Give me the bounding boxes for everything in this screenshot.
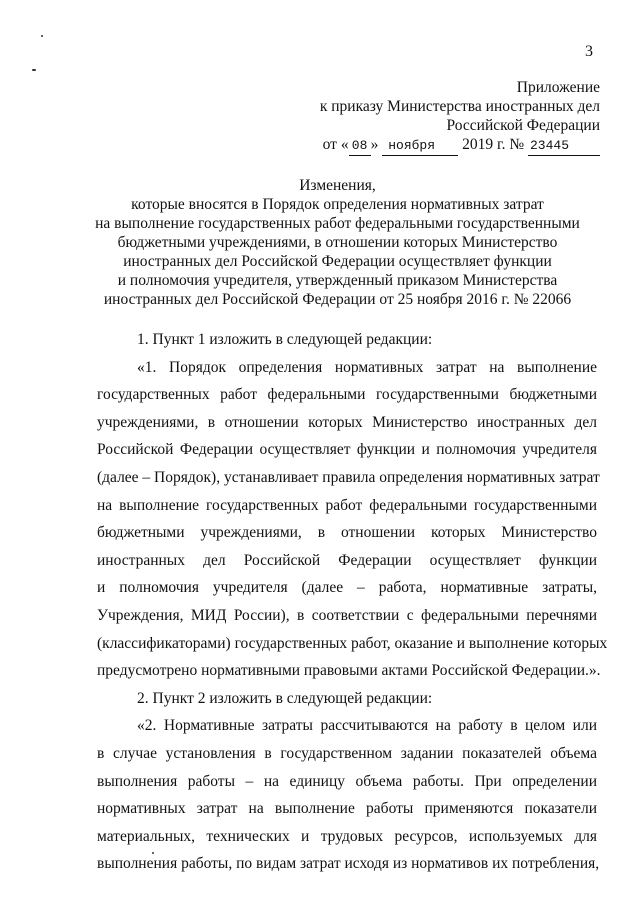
paragraph-heading: 2. Пункт 2 изложить в следующей редакции: bbox=[137, 689, 433, 707]
body-line: выполнения работы – на единицу объема работы. При определении bbox=[97, 772, 597, 790]
appendix-line: Российской Федерации bbox=[446, 117, 600, 134]
appendix-line: Приложение bbox=[516, 79, 600, 96]
body-line: и полномочия учредителя (далее – работа, нормативные затраты, bbox=[97, 579, 597, 597]
body-line: Учреждения, МИД России), в соответствии с федеральными перечнями bbox=[97, 606, 597, 624]
body-line: (классификаторами) государственных работ, оказание и выполнение которых bbox=[97, 634, 608, 652]
appendix-line: к приказу Министерства иностранных дел bbox=[319, 98, 600, 115]
title-line: и полномочия учредителя, утвержденный приказом Министерства bbox=[117, 272, 558, 289]
title-line: иностранных дел Российской Федерации осуществляет функции bbox=[123, 253, 552, 270]
body-line: предусмотрено нормативными правовыми актами Российской Федерации.». bbox=[97, 662, 601, 680]
order-day: 08 bbox=[349, 136, 371, 156]
title-line: которые вносятся в Порядок определения нормативных затрат bbox=[131, 196, 544, 213]
body-line: Российской Федерации осуществляет функции и полномочия учредителя bbox=[97, 441, 597, 459]
body-line: учреждениями, в отношении которых Министерство иностранных дел bbox=[97, 413, 597, 431]
body-line: нормативных затрат на выполнение работы применяются показатели bbox=[97, 800, 597, 818]
body-line: «1. Порядок определения нормативных затрат на выполнение bbox=[137, 358, 597, 376]
title-line: Изменения, bbox=[299, 177, 376, 194]
date-prefix: от « bbox=[322, 136, 349, 153]
body-line: иностранных дел Российской Федерации осуществляет функции bbox=[97, 551, 597, 569]
order-date-line bbox=[320, 135, 600, 156]
scan-speck bbox=[41, 35, 43, 37]
order-year: 2019 г. № bbox=[462, 136, 525, 153]
body-line: государственных работ федеральными государственными бюджетными bbox=[97, 386, 597, 404]
appendix-header bbox=[320, 78, 600, 156]
body-line: выполнения работы, по видам затрат исходя из нормативов их потребления, bbox=[97, 855, 600, 873]
paragraph-heading: 1. Пункт 1 изложить в следующей редакции: bbox=[137, 331, 433, 348]
body-line: в случае установления в государственном задании показателей объема bbox=[97, 744, 597, 762]
scan-speck bbox=[32, 69, 36, 71]
document-body bbox=[97, 326, 608, 878]
body-line: «2. Нормативные затраты рассчитываются на работу в целом или bbox=[137, 717, 597, 735]
body-line: (далее – Порядок), устанавливает правила определения нормативных затрат bbox=[97, 468, 600, 486]
title-line: бюджетными учреждениями, в отношении которых Министерство bbox=[117, 234, 558, 251]
body-line: бюджетными учреждениями, в отношении которых Министерство bbox=[97, 524, 597, 542]
title-line: на выполнение государственных работ федеральными государственными bbox=[95, 215, 580, 232]
order-number: 23445 bbox=[528, 136, 600, 156]
page-number: 3 bbox=[585, 43, 593, 60]
scan-speck bbox=[152, 852, 154, 854]
order-month: ноября bbox=[382, 136, 458, 156]
body-line: материальных, технических и трудовых ресурсов, используемых для bbox=[97, 827, 597, 845]
date-mid: » bbox=[370, 136, 379, 153]
body-line: на выполнение государственных работ федеральными государственными bbox=[97, 496, 597, 514]
title-line: иностранных дел Российской Федерации от 25 ноября 2016 г. № 22066 bbox=[103, 291, 572, 308]
document-title bbox=[60, 176, 615, 309]
